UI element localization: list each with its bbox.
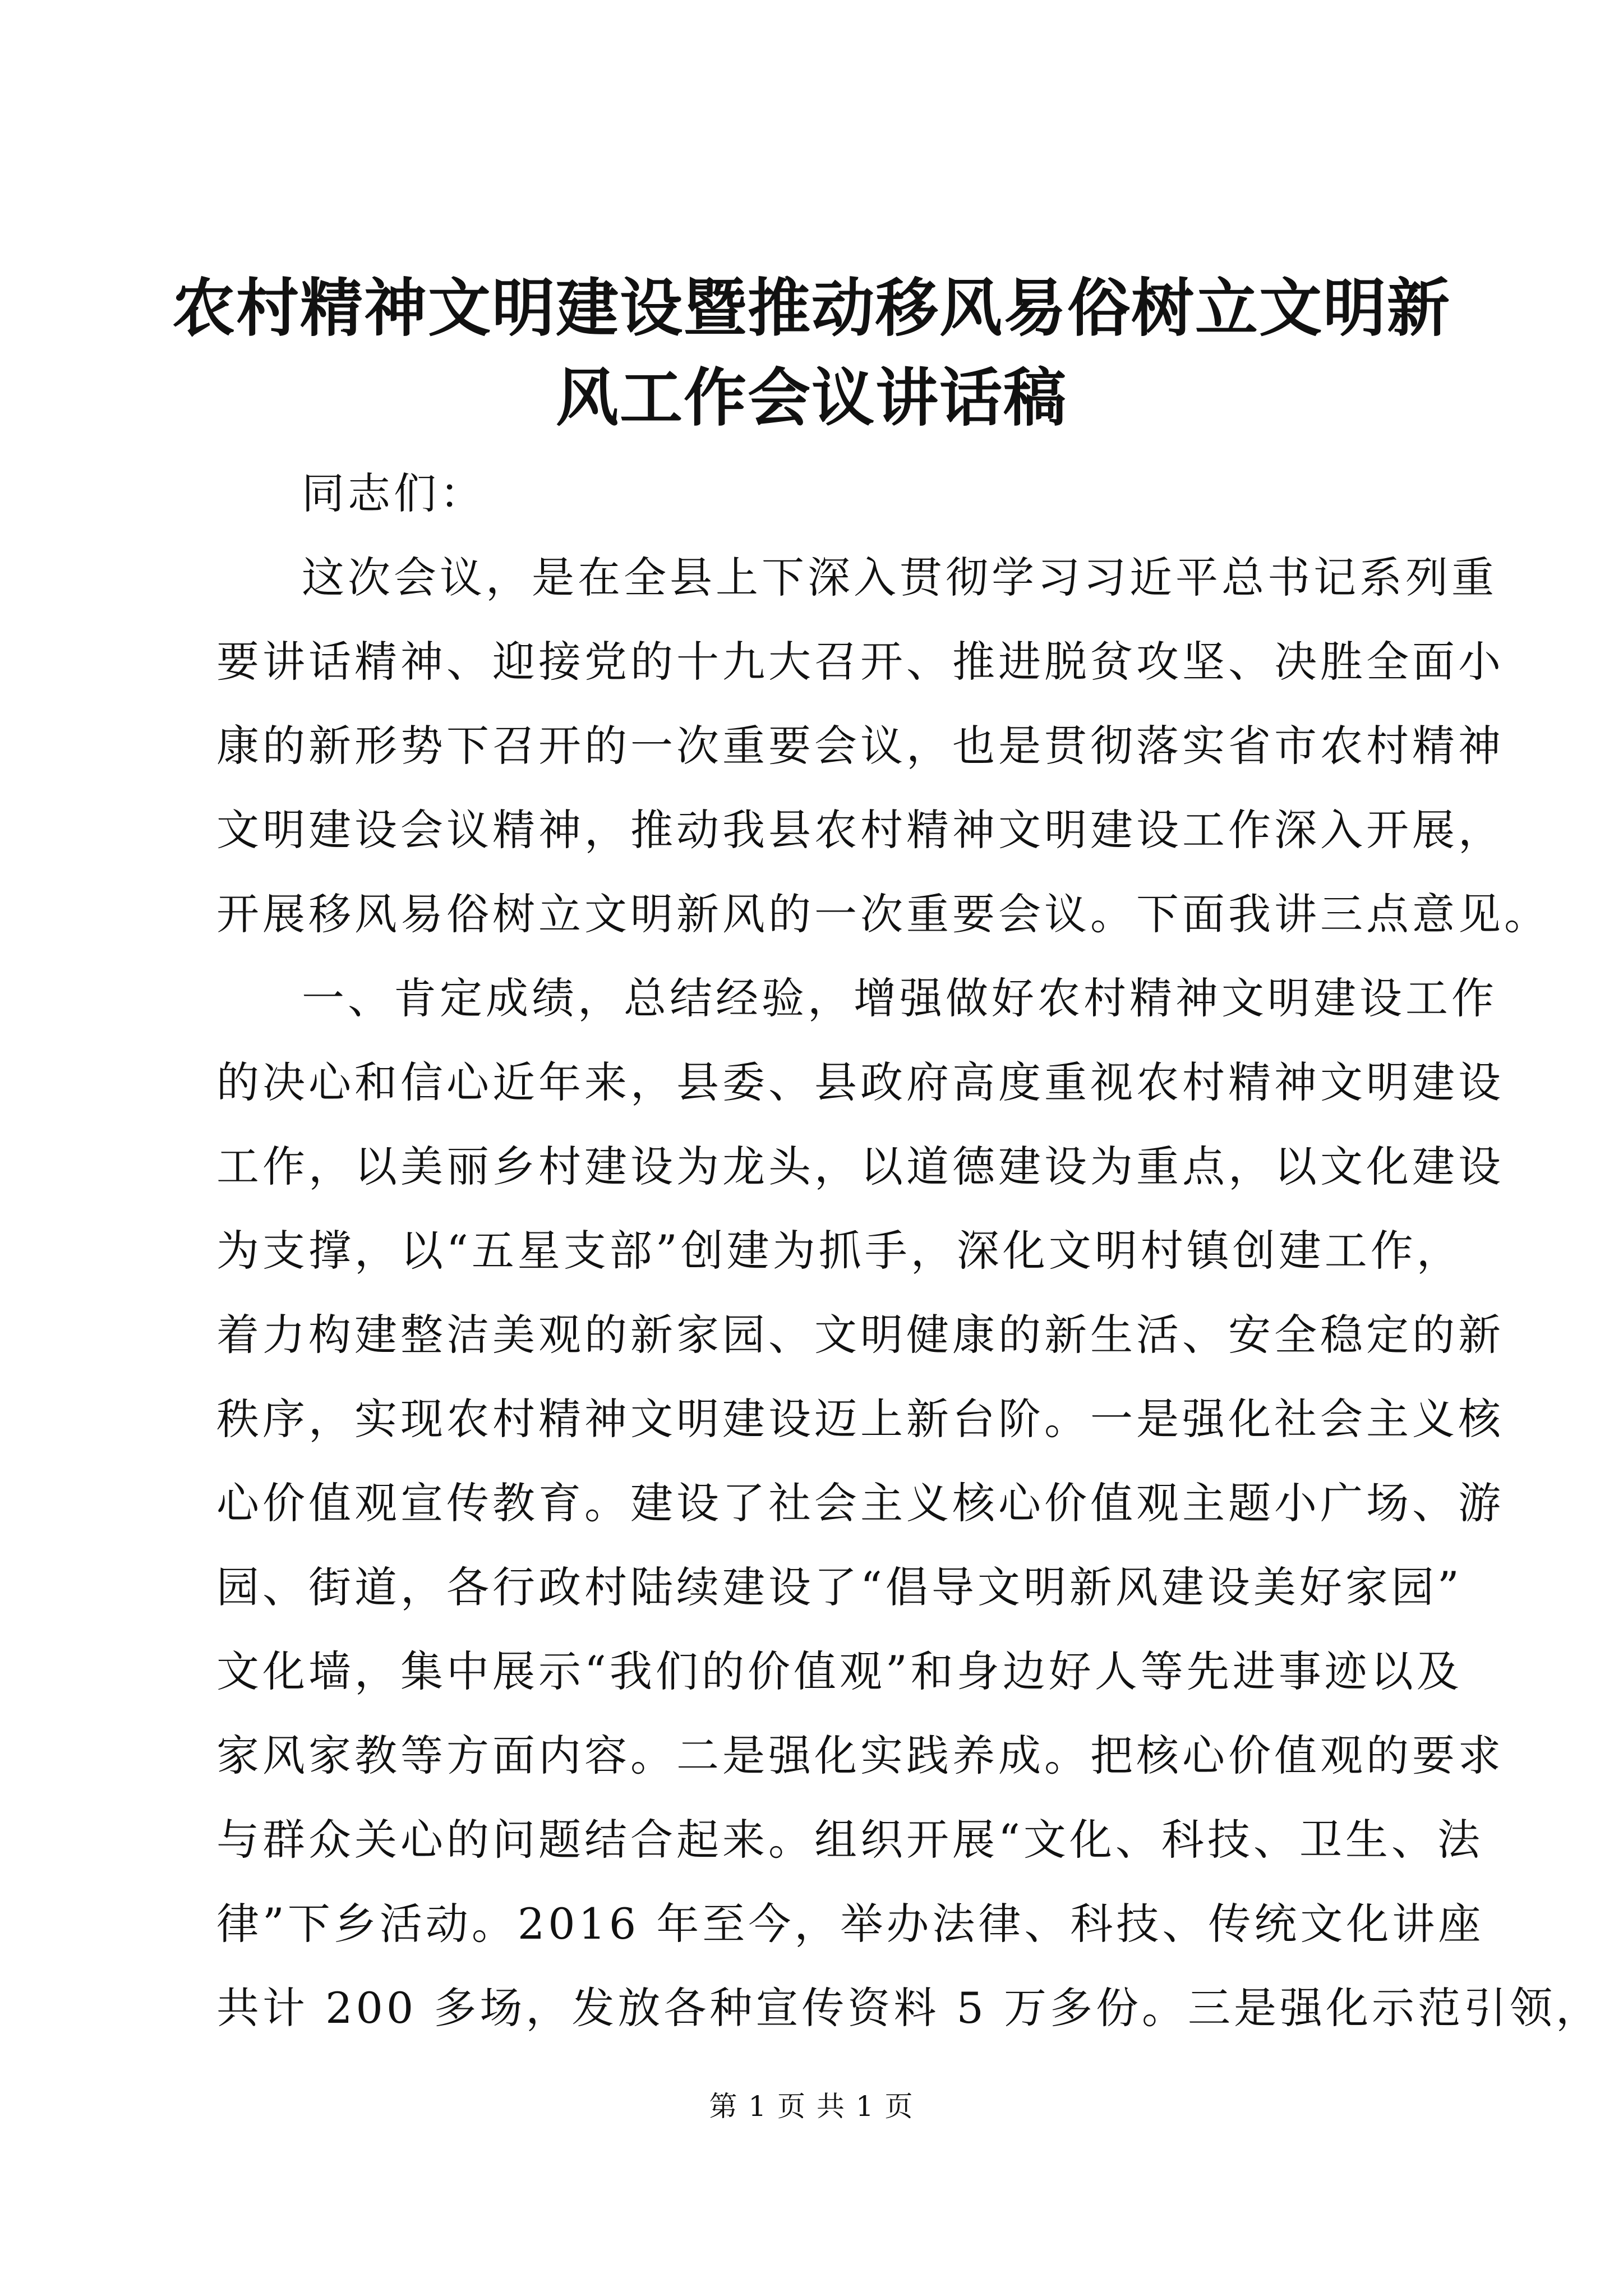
body-line: 律”下乡活动。2016 年至今，举办法律、科技、传统文化讲座	[216, 1899, 1484, 1949]
document-title	[168, 264, 1455, 443]
body-line: 秩序，实现农村精神文明建设迈上新台阶。一是强化社会主义核	[216, 1394, 1504, 1444]
body-line: 为支撑，以“五星支部”创建为抓手，深化文明村镇创建工作，	[216, 1226, 1463, 1276]
body-line: 文化墙，集中展示“我们的价值观”和身边好人等先进事迹以及	[216, 1646, 1463, 1696]
body-line: 工作，以美丽乡村建设为龙头，以道德建设为重点，以文化建设	[216, 1142, 1504, 1191]
body-line: 着力构建整洁美观的新家园、文明健康的新生活、安全稳定的新	[216, 1310, 1504, 1360]
body-line: 康的新形势下召开的一次重要会议，也是贯彻落实省市农村精神	[216, 721, 1504, 771]
body-line: 园、街道，各行政村陆续建设了“倡导文明新风建设美好家园”	[216, 1562, 1463, 1612]
body-line: 与群众关心的问题结合起来。组织开展“文化、科技、卫生、法	[216, 1815, 1483, 1865]
body-line: 家风家教等方面内容。二是强化实践养成。把核心价值观的要求	[216, 1731, 1504, 1780]
body-line: 的决心和信心近年来，县委、县政府高度重视农村精神文明建设	[216, 1057, 1504, 1107]
body-line: 心价值观宣传教育。建设了社会主义核心价值观主题小广场、游	[216, 1478, 1504, 1528]
title-line-2: 风工作会议讲话稿	[556, 361, 1067, 435]
body-line: 共计 200 多场，发放各种宣传资料 5 万多份。三是强化示范引领，	[216, 1983, 1602, 2033]
body-line: 开展移风易俗树立文明新风的一次重要会议。下面我讲三点意见。	[216, 889, 1550, 939]
title-line-1: 农村精神文明建设暨推动移风易俗树立文明新	[172, 272, 1451, 345]
salutation: 同志们：	[302, 468, 486, 518]
body-line: 一、肯定成绩，总结经验，增强做好农村精神文明建设工作	[302, 973, 1497, 1023]
document-body	[216, 452, 1602, 2050]
body-line: 文明建设会议精神，推动我县农村精神文明建设工作深入开展，	[216, 805, 1504, 855]
body-line: 要讲话精神、迎接党的十九大召开、推进脱贫攻坚、决胜全面小	[216, 637, 1504, 687]
body-line: 这次会议，是在全县上下深入贯彻学习习近平总书记系列重	[302, 553, 1497, 602]
page-footer: 第 1 页 共 1 页	[709, 2090, 914, 2123]
